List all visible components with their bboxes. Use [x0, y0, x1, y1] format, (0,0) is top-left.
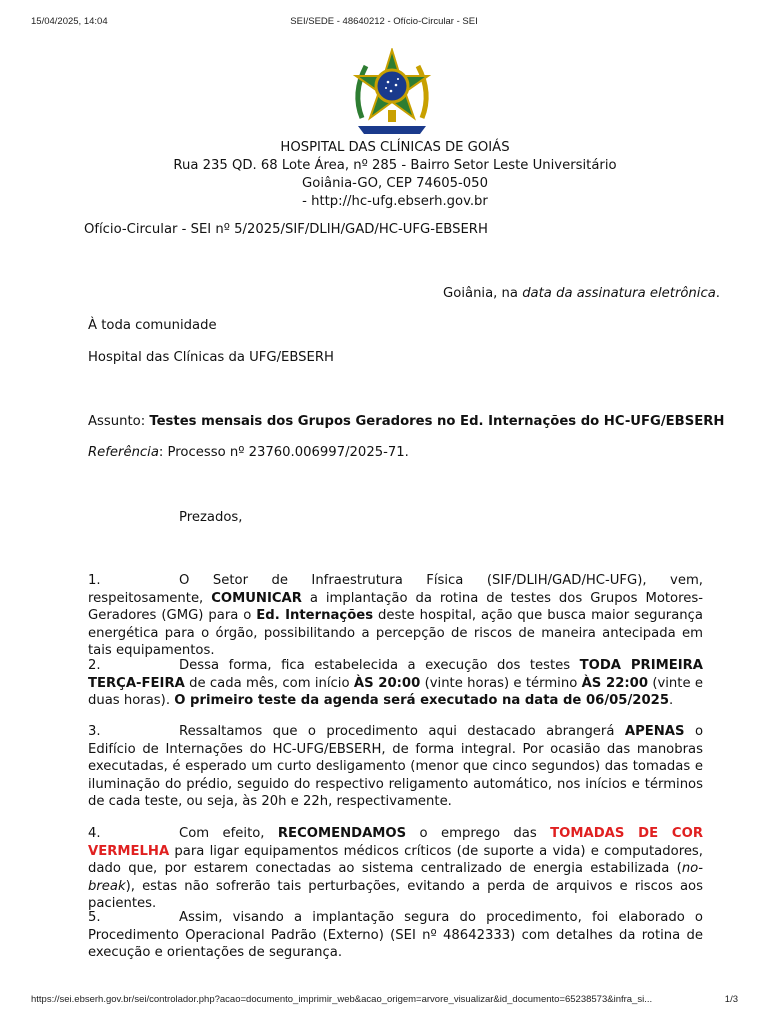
- print-url[interactable]: https://sei.ebserh.gov.br/sei/controlador.php?acao=documento_imprimir_web&acao_origem=arvore_visualizar&id_documento=65238573&infra_si...: [31, 994, 653, 1005]
- addressee-line-2: Hospital das Clínicas da UFG/EBSERH: [88, 350, 334, 365]
- red-outlets-highlight: TOMADAS DE COR VERMELHA: [88, 826, 703, 859]
- paragraph-5: 5. Assim, visando a implantação segura do procedimento, foi elaborado o Procedimento Operacional Padrão (Externo) (SEI nº 48642333) com detalhes da rotina de execução e orientações de segurança.: [88, 910, 703, 961]
- paragraph-1: 1. O Setor de Infraestrutura Física (SIF/DLIH/GAD/HC-UFG), vem, respeitosamente, COMUNICAR a implantação da rotina de testes dos Grupos Motores-Geradores (GMG) para o Ed. Internações deste hospital, ação que busca maior segurança energética para o órgão, possibilitando a percepção de riscos de maneira antecipada em tais equipamentos.: [88, 573, 703, 659]
- org-site[interactable]: - http://hc-ufg.ebserh.gov.br: [302, 194, 488, 209]
- date-line: Goiânia, na data da assinatura eletrônica.: [443, 286, 720, 301]
- paragraph-4: 4. Com efeito, RECOMENDAMOS o emprego das TOMADAS DE COR VERMELHA para ligar equipamentos médicos críticos (de suporte a vida) e computadores, dado que, por estarem conectadas ao sistema centralizado de energia estabilizada (no-break), estas não sofrerão tais perturbações, evitando a perda de arquivos e riscos aos pacientes.: [88, 826, 703, 912]
- print-title: SEI/SEDE - 48640212 - Ofício-Circular - SEI: [290, 16, 478, 27]
- org-name: HOSPITAL DAS CLÍNICAS DE GOIÁS: [280, 140, 510, 155]
- addressee-line-1: À toda comunidade: [88, 318, 217, 333]
- reference-line: Referência: Processo nº 23760.006997/2025-71.: [88, 445, 409, 460]
- organization-header: [0, 139, 768, 211]
- print-datetime: 15/04/2025, 14:04: [31, 16, 108, 27]
- paragraph-2: 2. Dessa forma, fica estabelecida a execução dos testes TODA PRIMEIRA TERÇA-FEIRA de cada mês, com início ÀS 20:00 (vinte horas) e término ÀS 22:00 (vinte e duas horas). O primeiro teste da agenda será executado na data de 06/05/2025.: [88, 658, 704, 709]
- subject-line: Assunto: Testes mensais dos Grupos Geradores no Ed. Internações do HC-UFG/EBSERH: [88, 414, 725, 429]
- paragraph-3: 3. Ressaltamos que o procedimento aqui destacado abrangerá APENAS o Edifício de Internações do HC-UFG/EBSERH, de forma integral. Por ocasião das manobras executadas, é esperado um curto desligamento (menor que cinco segundos) das tomadas e iluminação do prédio, seguido do respectivo religamento automático, nos inícios e términos de cada teste, ou seja, às 20h e 22h, respectivamente.: [88, 724, 704, 810]
- document-id: Ofício-Circular - SEI nº 5/2025/SIF/DLIH/GAD/HC-UFG-EBSERH: [84, 222, 488, 237]
- brazil-coat-of-arms-icon: [344, 48, 440, 138]
- page-number: 1/3: [724, 994, 738, 1005]
- org-address: Rua 235 QD. 68 Lote Área, nº 285 - Bairro Setor Leste Universitário: [173, 158, 617, 173]
- org-city: Goiânia-GO, CEP 74605-050: [302, 176, 488, 191]
- greeting: Prezados,: [179, 510, 243, 525]
